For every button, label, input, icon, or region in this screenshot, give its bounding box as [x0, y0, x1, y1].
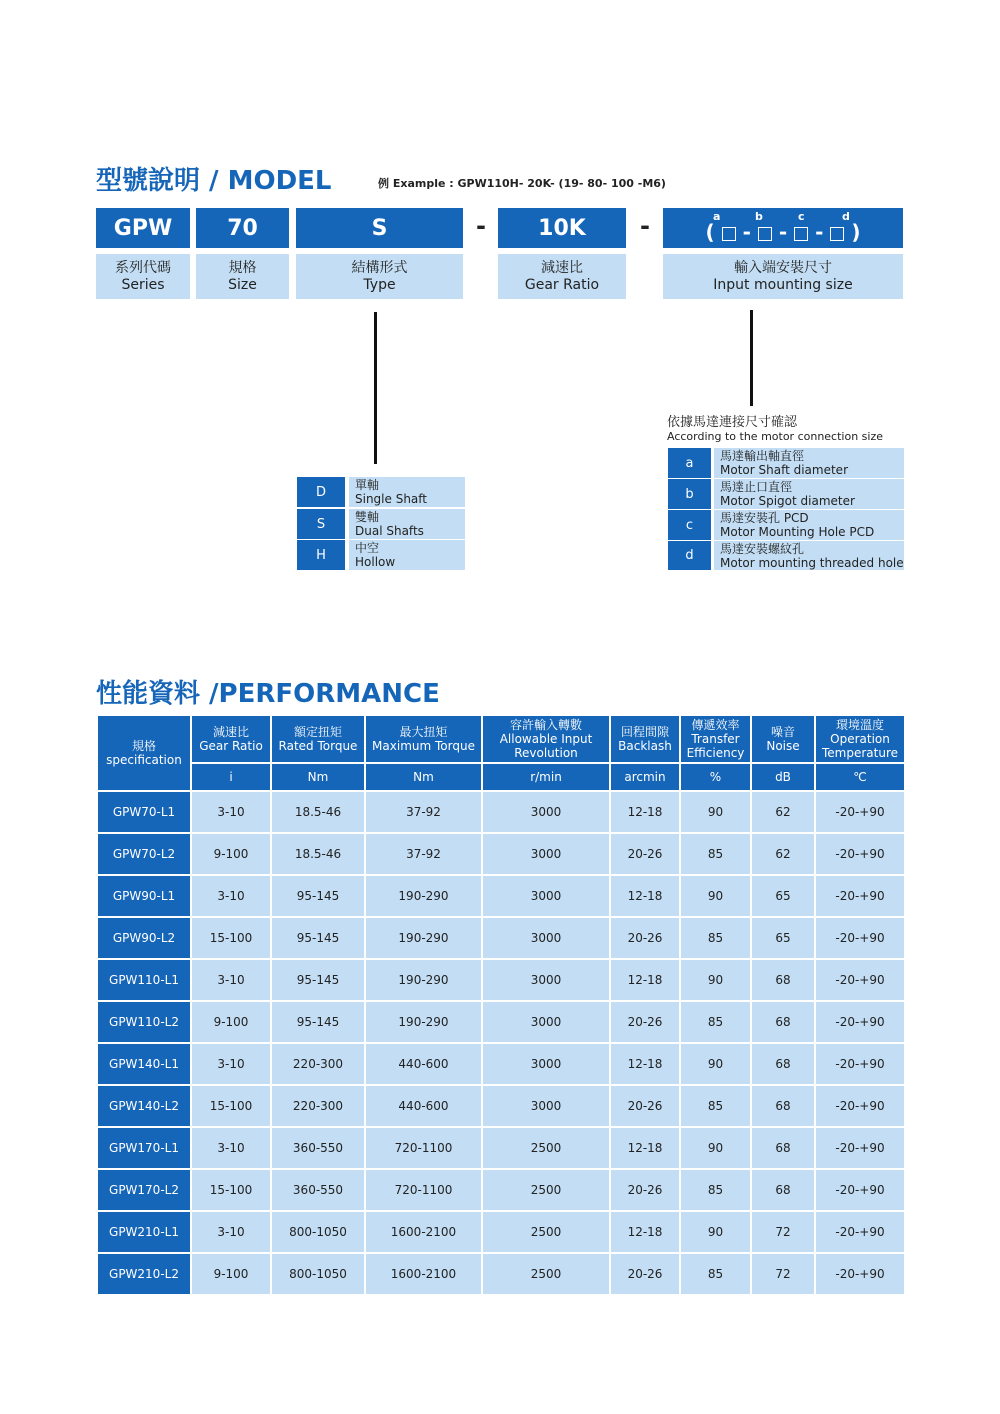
header-input-revolution [482, 715, 610, 763]
mount-option-zh: 馬達輸出軸直徑 [720, 449, 805, 463]
mount-option-key: c [668, 510, 711, 540]
table-row [97, 1001, 905, 1043]
cell-spec: GPW170-L2 [97, 1169, 191, 1211]
cell-spec: GPW110-L1 [97, 959, 191, 1001]
table-row [97, 1043, 905, 1085]
mount-box-a [722, 227, 736, 241]
cell-backlash: 12-18 [610, 1211, 680, 1253]
cell-spec: GPW210-L1 [97, 1211, 191, 1253]
cell-gear-ratio: 3-10 [191, 1043, 271, 1085]
header-zh: 最大扭矩 [399, 725, 448, 739]
type-option-en: Single Shaft [355, 492, 427, 506]
header-en: Maximum Torque [372, 739, 475, 753]
cell-input-revolution: 3000 [482, 875, 610, 917]
cell-backlash: 20-26 [610, 917, 680, 959]
header-en: Transfer [691, 732, 740, 746]
mount-option-desc [714, 510, 904, 540]
cell-efficiency: 90 [680, 1043, 751, 1085]
cell-rated-torque: 95-145 [271, 875, 365, 917]
cell-spec: GPW140-L1 [97, 1043, 191, 1085]
cell-input-revolution: 2500 [482, 1211, 610, 1253]
table-row [97, 959, 905, 1001]
cell-temperature: -20-+90 [815, 875, 905, 917]
cell-noise: 72 [751, 1211, 815, 1253]
mount-box-b [758, 227, 772, 241]
cell-noise: 68 [751, 1127, 815, 1169]
mount-box-d [830, 227, 844, 241]
header-zh: 環境溫度 [835, 718, 884, 732]
cell-max-torque: 440-600 [365, 1043, 482, 1085]
header-en: Rated Torque [278, 739, 358, 753]
cell-rated-torque: 220-300 [271, 1043, 365, 1085]
header-noise [751, 715, 815, 763]
cell-rated-torque: 800-1050 [271, 1253, 365, 1295]
unit-rated-torque: Nm [271, 763, 365, 791]
cell-rated-torque: 18.5-46 [271, 833, 365, 875]
mount-option-en: Motor Spigot diameter [720, 494, 855, 508]
label-ratio-en: Gear Ratio [524, 276, 600, 293]
cell-input-revolution: 3000 [482, 959, 610, 1001]
code-type: S [296, 208, 463, 248]
cell-gear-ratio: 15-100 [191, 1085, 271, 1127]
header-spec-en: specification [106, 753, 182, 767]
header-temperature [815, 715, 905, 763]
label-mount-zh: 輸入端安裝尺寸 [734, 259, 832, 276]
header-rated-torque [271, 715, 365, 763]
label-size [196, 254, 289, 299]
type-option-en: Dual Shafts [355, 524, 424, 538]
unit-input-revolution: r/min [482, 763, 610, 791]
header-zh: 噪音 [770, 725, 795, 739]
cell-input-revolution: 3000 [482, 1043, 610, 1085]
table-row [97, 833, 905, 875]
label-type [296, 254, 463, 299]
cell-noise: 65 [751, 875, 815, 917]
cell-rated-torque: 220-300 [271, 1085, 365, 1127]
cell-gear-ratio: 3-10 [191, 959, 271, 1001]
model-example: 例 Example : GPW110H- 20K- (19- 80- 100 -M6) [378, 177, 666, 190]
cell-rated-torque: 95-145 [271, 959, 365, 1001]
unit-noise: dB [751, 763, 815, 791]
code-dash-1: - [476, 212, 486, 240]
cell-efficiency: 85 [680, 1085, 751, 1127]
type-option-h [297, 540, 465, 570]
header-en-2: Efficiency [686, 746, 745, 760]
cell-backlash: 12-18 [610, 959, 680, 1001]
cell-efficiency: 85 [680, 1001, 751, 1043]
unit-efficiency: % [680, 763, 751, 791]
table-row [97, 1085, 905, 1127]
cell-rated-torque: 95-145 [271, 917, 365, 959]
cell-temperature: -20-+90 [815, 1253, 905, 1295]
cell-efficiency: 90 [680, 791, 751, 833]
header-zh: 傳遞效率 [691, 718, 740, 732]
label-mounting [663, 254, 903, 299]
header-zh: 額定扭矩 [293, 725, 342, 739]
mount-option-en: Motor Shaft diameter [720, 463, 848, 477]
mount-sep: - [778, 220, 788, 244]
label-type-en: Type [363, 276, 396, 293]
cell-input-revolution: 2500 [482, 1169, 610, 1211]
mount-note [667, 416, 883, 444]
cell-efficiency: 85 [680, 833, 751, 875]
mount-box-c [794, 227, 808, 241]
cell-spec: GPW140-L2 [97, 1085, 191, 1127]
cell-efficiency: 90 [680, 875, 751, 917]
cell-backlash: 20-26 [610, 1169, 680, 1211]
cell-gear-ratio: 9-100 [191, 1253, 271, 1295]
cell-max-torque: 190-290 [365, 917, 482, 959]
mount-option-key: b [668, 479, 711, 509]
header-zh: 回程間隙 [620, 725, 669, 739]
header-zh: 容許輸入轉數 [509, 718, 582, 732]
cell-rated-torque: 95-145 [271, 1001, 365, 1043]
mount-letter-a: a [713, 210, 721, 223]
mount-note-en: According to the motor connection size [667, 430, 884, 443]
cell-backlash: 20-26 [610, 833, 680, 875]
model-title: 型號說明 / MODEL [96, 166, 332, 196]
type-option-s [297, 509, 465, 539]
cell-spec: GPW90-L2 [97, 917, 191, 959]
header-en: Noise [766, 739, 800, 753]
type-option-zh: 單軸 [355, 478, 380, 492]
code-dash-2: - [640, 212, 650, 240]
cell-backlash: 20-26 [610, 1253, 680, 1295]
cell-max-torque: 1600-2100 [365, 1253, 482, 1295]
header-backlash [610, 715, 680, 763]
cell-efficiency: 90 [680, 1127, 751, 1169]
cell-efficiency: 85 [680, 1169, 751, 1211]
cell-temperature: -20-+90 [815, 959, 905, 1001]
label-size-en: Size [228, 276, 257, 293]
cell-rated-torque: 18.5-46 [271, 791, 365, 833]
mount-connector-line [750, 310, 753, 406]
cell-max-torque: 37-92 [365, 833, 482, 875]
cell-backlash: 20-26 [610, 1085, 680, 1127]
cell-backlash: 12-18 [610, 875, 680, 917]
cell-temperature: -20-+90 [815, 1211, 905, 1253]
type-option-en: Hollow [355, 555, 396, 569]
cell-efficiency: 90 [680, 1211, 751, 1253]
mount-option-zh: 馬達止口直徑 [720, 480, 793, 494]
cell-gear-ratio: 15-100 [191, 1169, 271, 1211]
mount-letter-b: b [755, 210, 763, 223]
header-en: Allowable Input [499, 732, 593, 746]
cell-max-torque: 440-600 [365, 1085, 482, 1127]
cell-rated-torque: 360-550 [271, 1127, 365, 1169]
table-row [97, 1253, 905, 1295]
cell-backlash: 12-18 [610, 1127, 680, 1169]
header-en-2: Revolution [514, 746, 578, 760]
cell-max-torque: 190-290 [365, 1001, 482, 1043]
cell-efficiency: 85 [680, 917, 751, 959]
unit-ratio: i [191, 763, 271, 791]
cell-spec: GPW170-L1 [97, 1127, 191, 1169]
cell-efficiency: 90 [680, 959, 751, 1001]
cell-noise: 62 [751, 833, 815, 875]
code-series: GPW [96, 208, 190, 248]
cell-temperature: -20-+90 [815, 1043, 905, 1085]
cell-max-torque: 37-92 [365, 791, 482, 833]
cell-gear-ratio: 15-100 [191, 917, 271, 959]
cell-gear-ratio: 3-10 [191, 1127, 271, 1169]
cell-noise: 68 [751, 1001, 815, 1043]
cell-efficiency: 85 [680, 1253, 751, 1295]
cell-input-revolution: 3000 [482, 1085, 610, 1127]
label-mount-en: Input mounting size [713, 276, 853, 293]
cell-gear-ratio: 3-10 [191, 1211, 271, 1253]
mount-option-desc [714, 541, 904, 570]
code-mounting [663, 208, 903, 248]
mount-option-en: Motor mounting threaded hole [720, 555, 904, 570]
cell-temperature: -20-+90 [815, 1127, 905, 1169]
header-ratio [191, 715, 271, 763]
code-size: 70 [196, 208, 289, 248]
cell-spec: GPW90-L1 [97, 875, 191, 917]
cell-input-revolution: 3000 [482, 833, 610, 875]
header-en-2: Temperature [821, 746, 898, 760]
type-option-d [297, 477, 465, 507]
mount-option-a [668, 448, 904, 478]
label-series-en: Series [121, 276, 165, 293]
cell-temperature: -20-+90 [815, 1169, 905, 1211]
table-row [97, 791, 905, 833]
cell-max-torque: 720-1100 [365, 1127, 482, 1169]
cell-input-revolution: 2500 [482, 1253, 610, 1295]
cell-input-revolution: 3000 [482, 1001, 610, 1043]
cell-temperature: -20-+90 [815, 833, 905, 875]
performance-title: 性能資料 /PERFORMANCE [96, 679, 440, 709]
performance-table [96, 714, 906, 1296]
type-option-key: S [297, 509, 345, 539]
mount-option-c [668, 510, 904, 540]
label-series-zh: 系列代碼 [115, 259, 171, 276]
mount-note-zh: 依據馬達連接尺寸確認 [667, 415, 798, 430]
mount-option-zh: 馬達安裝孔 PCD [720, 511, 809, 525]
header-zh: 減速比 [212, 725, 249, 739]
mount-option-key: a [668, 448, 711, 478]
cell-spec: GPW70-L2 [97, 833, 191, 875]
type-option-key: H [297, 540, 345, 570]
type-option-desc [349, 540, 465, 570]
table-row [97, 1127, 905, 1169]
performance-table-body [97, 791, 905, 1295]
mount-option-d [668, 541, 904, 570]
header-max-torque [365, 715, 482, 763]
type-option-desc [349, 477, 465, 507]
mount-option-desc [714, 448, 904, 478]
label-series [96, 254, 190, 299]
mount-option-desc [714, 479, 904, 509]
mount-option-key: d [668, 541, 711, 570]
type-connector-line [374, 312, 377, 464]
unit-temperature: ℃ [815, 763, 905, 791]
cell-max-torque: 190-290 [365, 875, 482, 917]
header-en: Gear Ratio [199, 739, 263, 753]
cell-max-torque: 1600-2100 [365, 1211, 482, 1253]
cell-rated-torque: 360-550 [271, 1169, 365, 1211]
cell-rated-torque: 800-1050 [271, 1211, 365, 1253]
cell-noise: 68 [751, 1169, 815, 1211]
cell-input-revolution: 2500 [482, 1127, 610, 1169]
unit-max-torque: Nm [365, 763, 482, 791]
cell-noise: 68 [751, 1043, 815, 1085]
cell-max-torque: 190-290 [365, 959, 482, 1001]
type-option-desc [349, 509, 465, 539]
cell-spec: GPW110-L2 [97, 1001, 191, 1043]
cell-max-torque: 720-1100 [365, 1169, 482, 1211]
table-row [97, 875, 905, 917]
type-option-zh: 中空 [355, 541, 380, 555]
cell-backlash: 12-18 [610, 1043, 680, 1085]
cell-noise: 72 [751, 1253, 815, 1295]
unit-backlash: arcmin [610, 763, 680, 791]
mount-sep: - [742, 220, 751, 244]
cell-backlash: 12-18 [610, 791, 680, 833]
header-en: Backlash [618, 739, 672, 753]
type-option-key: D [297, 477, 345, 507]
mount-option-b [668, 479, 904, 509]
table-row [97, 917, 905, 959]
mount-open-paren: ( [705, 220, 715, 244]
mount-option-en: Motor Mounting Hole PCD [720, 525, 875, 539]
type-option-zh: 雙軸 [355, 510, 380, 524]
mount-letter-d: d [842, 210, 850, 223]
cell-temperature: -20-+90 [815, 917, 905, 959]
header-efficiency [680, 715, 751, 763]
mount-sep: - [815, 220, 824, 244]
code-ratio: 10K [498, 208, 626, 248]
cell-noise: 68 [751, 959, 815, 1001]
cell-gear-ratio: 9-100 [191, 1001, 271, 1043]
cell-spec: GPW70-L1 [97, 791, 191, 833]
cell-spec: GPW210-L2 [97, 1253, 191, 1295]
header-en: Operation [830, 732, 890, 746]
cell-gear-ratio: 9-100 [191, 833, 271, 875]
label-type-zh: 結構形式 [351, 259, 408, 276]
label-ratio-zh: 減速比 [541, 259, 583, 276]
table-row [97, 1169, 905, 1211]
cell-input-revolution: 3000 [482, 791, 610, 833]
label-ratio [498, 254, 626, 299]
label-size-zh: 規格 [228, 259, 257, 276]
cell-noise: 65 [751, 917, 815, 959]
cell-gear-ratio: 3-10 [191, 791, 271, 833]
cell-temperature: -20-+90 [815, 791, 905, 833]
cell-temperature: -20-+90 [815, 1001, 905, 1043]
table-row [97, 1211, 905, 1253]
cell-gear-ratio: 3-10 [191, 875, 271, 917]
cell-backlash: 20-26 [610, 1001, 680, 1043]
mount-letter-c: c [798, 210, 805, 223]
mount-option-zh: 馬達安裝螺紋孔 [720, 541, 805, 556]
cell-noise: 68 [751, 1085, 815, 1127]
cell-noise: 62 [751, 791, 815, 833]
header-spec [97, 715, 191, 791]
cell-input-revolution: 3000 [482, 917, 610, 959]
header-spec-zh: 規格 [131, 739, 156, 753]
cell-temperature: -20-+90 [815, 1085, 905, 1127]
mount-close-paren: ) [851, 220, 861, 244]
